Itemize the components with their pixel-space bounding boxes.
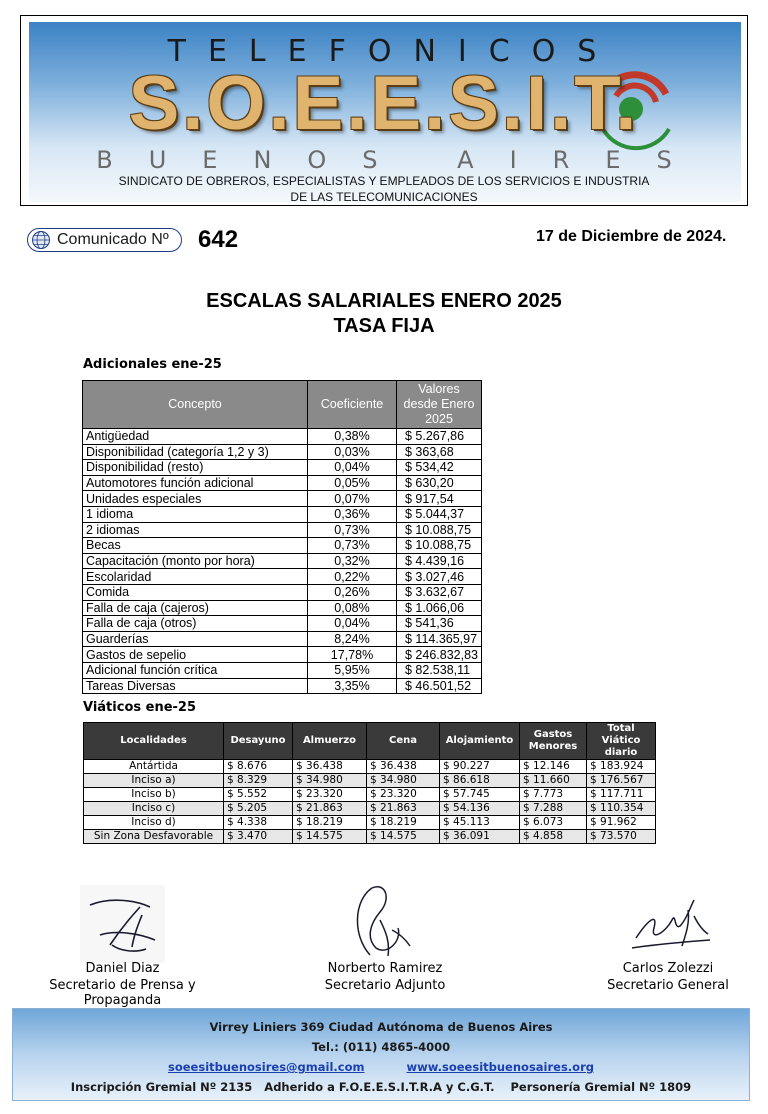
adicionales-cell-concepto: Guarderías	[83, 631, 308, 647]
adicionales-cell-valor: $ 10.088,75	[397, 538, 482, 554]
viaticos-cell-localidad: Sin Zona Desfavorable	[84, 830, 224, 844]
signature-role: Secretario de Prensa y Propaganda	[49, 978, 196, 1008]
signature-carlos-zolezzi	[628, 890, 713, 955]
adicionales-body	[83, 429, 482, 694]
adicionales-row	[83, 444, 482, 460]
viaticos-cell-localidad: Inciso c)	[84, 802, 224, 816]
footer-email-link[interactable]: soeesitbuenosires@gmail.com	[168, 1060, 365, 1074]
footer-website-link[interactable]: www.soeesitbuenosaires.org	[406, 1060, 594, 1074]
adicionales-cell-valor: $ 10.088,75	[397, 522, 482, 538]
viaticos-cell-almuerzo: $ 36.438	[293, 760, 367, 774]
adicionales-cell-concepto: Unidades especiales	[83, 491, 308, 507]
viaticos-cell-total: $ 73.570	[587, 830, 656, 844]
viaticos-cell-gastos-menores: $ 12.146	[520, 760, 587, 774]
comunicado-badge	[27, 228, 182, 252]
viaticos-header-total: Total Viático diario	[587, 723, 656, 760]
viaticos-cell-total: $ 176.567	[587, 774, 656, 788]
adicionales-cell-concepto: Escolaridad	[83, 569, 308, 585]
viaticos-cell-gastos-menores: $ 7.288	[520, 802, 587, 816]
adicionales-row	[83, 538, 482, 554]
viaticos-cell-total: $ 91.962	[587, 816, 656, 830]
adicionales-cell-valor: $ 5.044,37	[397, 506, 482, 522]
adicionales-row	[83, 569, 482, 585]
adicionales-cell-coeficiente: 0,05%	[308, 475, 397, 491]
adicionales-cell-coeficiente: 8,24%	[308, 631, 397, 647]
viaticos-cell-localidad: Inciso d)	[84, 816, 224, 830]
viaticos-row	[84, 760, 656, 774]
adicionales-row	[83, 631, 482, 647]
comunicado-label: Comunicado Nº	[57, 231, 169, 248]
adicionales-cell-valor: $ 46.501,52	[397, 678, 482, 694]
signature-daniel-diaz	[80, 885, 165, 963]
signature-block-3	[598, 961, 738, 993]
viaticos-cell-cena: $ 18.219	[367, 816, 440, 830]
viaticos-cell-gastos-menores: $ 4.858	[520, 830, 587, 844]
adicionales-header-concepto: Concepto	[83, 381, 308, 429]
adicionales-cell-valor: $ 1.066,06	[397, 600, 482, 616]
adicionales-cell-coeficiente: 0,22%	[308, 569, 397, 585]
signature-role: Secretario Adjunto	[324, 978, 446, 993]
adicionales-table	[82, 380, 482, 694]
adicionales-cell-valor: $ 534,42	[397, 460, 482, 476]
signature-name: Daniel Diaz	[85, 961, 160, 976]
adicionales-cell-coeficiente: 3,35%	[308, 678, 397, 694]
viaticos-cell-desayuno: $ 4.338	[224, 816, 293, 830]
viaticos-cell-cena: $ 34.980	[367, 774, 440, 788]
adicionales-row	[83, 475, 482, 491]
viaticos-header-alojamiento: Alojamiento	[440, 723, 520, 760]
signature-block-1	[20, 961, 225, 1008]
adicionales-cell-valor: $ 3.027,46	[397, 569, 482, 585]
viaticos-cell-gastos-menores: $ 6.073	[520, 816, 587, 830]
viaticos-cell-desayuno: $ 8.329	[224, 774, 293, 788]
footer	[12, 1008, 750, 1101]
adicionales-cell-coeficiente: 0,38%	[308, 429, 397, 445]
adicionales-row	[83, 429, 482, 445]
adicionales-header-row	[83, 381, 482, 429]
globe-icon	[31, 230, 51, 250]
viaticos-cell-almuerzo: $ 23.320	[293, 788, 367, 802]
viaticos-cell-alojamiento: $ 36.091	[440, 830, 520, 844]
viaticos-cell-total: $ 117.711	[587, 788, 656, 802]
comunicado-number: 642	[198, 226, 239, 253]
viaticos-body	[84, 760, 656, 844]
viaticos-cell-total: $ 183.924	[587, 760, 656, 774]
adicionales-cell-concepto: Capacitación (monto por hora)	[83, 553, 308, 569]
viaticos-cell-alojamiento: $ 57.745	[440, 788, 520, 802]
adicionales-cell-valor: $ 541,36	[397, 616, 482, 632]
adicionales-cell-valor: $ 246.832,83	[397, 647, 482, 663]
viaticos-cell-localidad: Inciso b)	[84, 788, 224, 802]
viaticos-cell-almuerzo: $ 18.219	[293, 816, 367, 830]
comunicado-date: 17 de Diciembre de 2024.	[536, 228, 727, 245]
adicionales-header-valores: Valores desde Enero 2025	[397, 381, 482, 429]
viaticos-cell-localidad: Inciso a)	[84, 774, 224, 788]
viaticos-cell-almuerzo: $ 34.980	[293, 774, 367, 788]
adicionales-row	[83, 616, 482, 632]
viaticos-row	[84, 830, 656, 844]
viaticos-header-gastos-menores: Gastos Menores	[520, 723, 587, 760]
adicionales-cell-concepto: Gastos de sepelio	[83, 647, 308, 663]
adicionales-cell-valor: $ 363,68	[397, 444, 482, 460]
header-logo-text: S.O.E.E.S.I.T.	[128, 61, 640, 146]
viaticos-cell-localidad: Antártida	[84, 760, 224, 774]
adicionales-cell-coeficiente: 0,08%	[308, 600, 397, 616]
viaticos-cell-cena: $ 14.575	[367, 830, 440, 844]
viaticos-cell-desayuno: $ 5.552	[224, 788, 293, 802]
viaticos-cell-almuerzo: $ 21.863	[293, 802, 367, 816]
viaticos-cell-cena: $ 23.320	[367, 788, 440, 802]
adicionales-cell-concepto: Adicional función crítica	[83, 662, 308, 678]
page-title: ESCALAS SALARIALES ENERO 2025	[206, 290, 562, 312]
adicionales-cell-concepto: Falla de caja (cajeros)	[83, 600, 308, 616]
signature-name: Carlos Zolezzi	[622, 961, 714, 976]
footer-registration: Inscripción Gremial Nº 2135 Adherido a F.O.E.E.S.I.T.R.A y C.G.T. Personería Gremial Nº 1809	[70, 1080, 692, 1094]
viaticos-cell-almuerzo: $ 14.575	[293, 830, 367, 844]
adicionales-row	[83, 460, 482, 476]
viaticos-header-localidades: Localidades	[84, 723, 224, 760]
adicionales-cell-valor: $ 4.439,16	[397, 553, 482, 569]
adicionales-cell-valor: $ 82.538,11	[397, 662, 482, 678]
viaticos-header-row	[84, 723, 656, 760]
adicionales-cell-coeficiente: 17,78%	[308, 647, 397, 663]
adicionales-cell-coeficiente: 0,73%	[308, 538, 397, 554]
viaticos-cell-gastos-menores: $ 7.773	[520, 788, 587, 802]
viaticos-cell-alojamiento: $ 86.618	[440, 774, 520, 788]
header-description-line2: DE LAS TELECOMUNICACIONES	[290, 190, 478, 204]
footer-address: Virrey Liniers 369 Ciudad Autónoma de Buenos Aires	[209, 1020, 553, 1034]
viaticos-cell-desayuno: $ 3.470	[224, 830, 293, 844]
viaticos-section-title: Viáticos ene-25	[83, 700, 197, 715]
adicionales-cell-valor: $ 3.632,67	[397, 584, 482, 600]
adicionales-header-coeficiente: Coeficiente	[308, 381, 397, 429]
signature-name: Norberto Ramirez	[327, 961, 443, 976]
adicionales-row	[83, 522, 482, 538]
signature-norberto-ramirez	[340, 880, 420, 962]
adicionales-cell-coeficiente: 0,03%	[308, 444, 397, 460]
adicionales-row	[83, 678, 482, 694]
adicionales-cell-concepto: Disponibilidad (resto)	[83, 460, 308, 476]
adicionales-cell-coeficiente: 0,36%	[308, 506, 397, 522]
signature-block-2	[300, 961, 470, 993]
viaticos-header-almuerzo: Almuerzo	[293, 723, 367, 760]
adicionales-cell-coeficiente: 0,07%	[308, 491, 397, 507]
viaticos-cell-alojamiento: $ 45.113	[440, 816, 520, 830]
header-top-word: TELEFONICOS	[167, 34, 619, 69]
adicionales-cell-coeficiente: 0,04%	[308, 616, 397, 632]
viaticos-header-desayuno: Desayuno	[224, 723, 293, 760]
adicionales-cell-concepto: 2 idiomas	[83, 522, 308, 538]
viaticos-cell-gastos-menores: $ 11.660	[520, 774, 587, 788]
adicionales-cell-concepto: Falla de caja (otros)	[83, 616, 308, 632]
adicionales-cell-valor: $ 630,20	[397, 475, 482, 491]
adicionales-cell-coeficiente: 0,73%	[308, 522, 397, 538]
adicionales-row	[83, 506, 482, 522]
header-description-line1: SINDICATO DE OBREROS, ESPECIALISTAS Y EMPLEADOS DE LOS SERVICIOS E INDUSTRIA	[118, 174, 650, 188]
adicionales-cell-coeficiente: 5,95%	[308, 662, 397, 678]
viaticos-row	[84, 788, 656, 802]
viaticos-header-cena: Cena	[367, 723, 440, 760]
adicionales-cell-valor: $ 114.365,97	[397, 631, 482, 647]
header-description	[21, 173, 747, 205]
adicionales-section-title: Adicionales ene-25	[83, 357, 222, 372]
viaticos-cell-desayuno: $ 8.676	[224, 760, 293, 774]
viaticos-cell-cena: $ 36.438	[367, 760, 440, 774]
viaticos-cell-alojamiento: $ 54.136	[440, 802, 520, 816]
adicionales-row	[83, 662, 482, 678]
header-sub-word: BUENOS AIRES	[96, 146, 708, 174]
adicionales-cell-concepto: Automotores función adicional	[83, 475, 308, 491]
viaticos-cell-desayuno: $ 5.205	[224, 802, 293, 816]
header-banner	[20, 15, 748, 206]
adicionales-cell-concepto: Becas	[83, 538, 308, 554]
signature-role: Secretario General	[607, 978, 729, 993]
adicionales-row	[83, 553, 482, 569]
adicionales-cell-valor: $ 917,54	[397, 491, 482, 507]
viaticos-row	[84, 802, 656, 816]
viaticos-cell-alojamiento: $ 90.227	[440, 760, 520, 774]
adicionales-cell-coeficiente: 0,32%	[308, 553, 397, 569]
adicionales-row	[83, 584, 482, 600]
adicionales-row	[83, 600, 482, 616]
adicionales-row	[83, 491, 482, 507]
adicionales-cell-concepto: Antigüedad	[83, 429, 308, 445]
adicionales-cell-coeficiente: 0,04%	[308, 460, 397, 476]
footer-links	[13, 1060, 749, 1074]
adicionales-row	[83, 647, 482, 663]
adicionales-cell-valor: $ 5.267,86	[397, 429, 482, 445]
adicionales-cell-concepto: 1 idioma	[83, 506, 308, 522]
viaticos-cell-cena: $ 21.863	[367, 802, 440, 816]
viaticos-row	[84, 816, 656, 830]
viaticos-row	[84, 774, 656, 788]
viaticos-cell-total: $ 110.354	[587, 802, 656, 816]
adicionales-cell-concepto: Disponibilidad (categoría 1,2 y 3)	[83, 444, 308, 460]
viaticos-table	[83, 722, 656, 844]
adicionales-cell-concepto: Comida	[83, 584, 308, 600]
adicionales-cell-concepto: Tareas Diversas	[83, 678, 308, 694]
adicionales-cell-coeficiente: 0,26%	[308, 584, 397, 600]
page-subtitle: TASA FIJA	[333, 315, 435, 337]
footer-phone: Tel.: (011) 4865-4000	[311, 1040, 451, 1054]
